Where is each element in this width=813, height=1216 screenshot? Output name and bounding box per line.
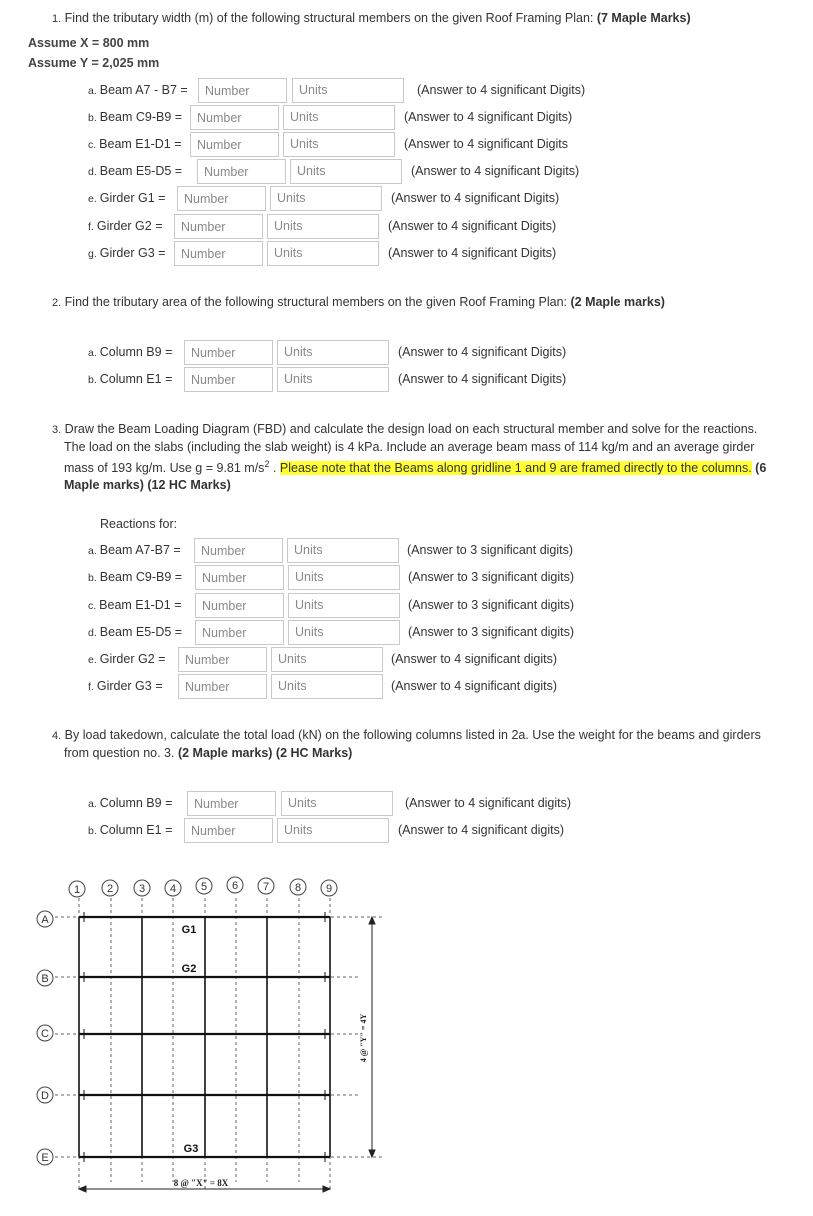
- q4-b-units-select[interactable]: Units: [277, 818, 389, 843]
- q1-a-number-input[interactable]: [198, 78, 287, 103]
- grid-col-1: 1: [73, 884, 81, 896]
- q3-b-number-input[interactable]: [195, 565, 284, 590]
- grid-col-4: 4: [169, 883, 177, 895]
- q3-b-label: b. Beam C9-B9 =: [88, 570, 183, 584]
- q2-a-note: (Answer to 4 significant Digits): [398, 345, 567, 359]
- q3-f-units-select[interactable]: Units: [271, 674, 383, 699]
- q1-f-label: f. Girder G2 =: [88, 219, 163, 233]
- q2-b-note: (Answer to 4 significant Digits): [398, 372, 567, 386]
- question-4-prompt: 4. By load takedown, calculate the total load (kN) on the following columns listed in 2a. Use the weight for the beams and girders from question no. 3. (2 Maple marks) (2 HC Marks): [52, 728, 761, 760]
- grid-col-2: 2: [106, 883, 114, 895]
- q3-d-units-select[interactable]: Units: [288, 620, 400, 645]
- q1-d-number-input[interactable]: [197, 159, 286, 184]
- girder-g3-label: G3: [183, 1143, 199, 1155]
- q1-a-note: (Answer to 4 significant Digits): [417, 83, 586, 97]
- q2-a-number-input[interactable]: [184, 340, 273, 365]
- q1-d-units-select[interactable]: Units: [290, 159, 402, 184]
- q1-c-label: c. Beam E1-D1 =: [88, 137, 182, 151]
- q1-c-note: (Answer to 4 significant Digits: [404, 137, 568, 151]
- q3-f-number-input[interactable]: [178, 674, 267, 699]
- q1-b-note: (Answer to 4 significant Digits): [404, 110, 573, 124]
- q3-a-number-input[interactable]: [194, 538, 283, 563]
- highlighted-note: Please note that the Beams along gridline 1 and 9 are framed directly to the columns.: [279, 461, 752, 476]
- q3-a-note: (Answer to 3 significant digits): [407, 543, 574, 557]
- q2-b-units-select[interactable]: Units: [277, 367, 389, 392]
- q1-c-number-input[interactable]: [190, 132, 279, 157]
- q3-b-units-select[interactable]: Units: [288, 565, 400, 590]
- q1-b-label: b. Beam C9-B9 =: [88, 110, 183, 124]
- q3-e-label: e. Girder G2 =: [88, 652, 166, 666]
- grid-row-b: B: [41, 973, 49, 985]
- q3-c-label: c. Beam E1-D1 =: [88, 598, 182, 612]
- q4-a-note: (Answer to 4 significant digits): [405, 796, 572, 810]
- grid-col-5: 5: [200, 881, 208, 893]
- q1-e-note: (Answer to 4 significant Digits): [391, 191, 560, 205]
- q3-f-label: f. Girder G3 =: [88, 679, 163, 693]
- q2-b-label: b. Column E1 =: [88, 372, 173, 386]
- q1-g-label: g. Girder G3 =: [88, 246, 166, 260]
- q1-c-units-select[interactable]: Units: [283, 132, 395, 157]
- q1-a-units-select[interactable]: Units: [292, 78, 404, 103]
- assume-x: Assume X = 800 mm: [28, 36, 150, 50]
- q3-a-label: a. Beam A7-B7 =: [88, 543, 181, 557]
- q4-b-note: (Answer to 4 significant digits): [398, 823, 565, 837]
- q4-a-label: a. Column B9 =: [88, 796, 173, 810]
- q1-f-number-input[interactable]: [174, 214, 263, 239]
- q1-e-label: e. Girder G1 =: [88, 191, 166, 205]
- reactions-for-label: Reactions for:: [100, 517, 178, 531]
- girder-g2-label: G2: [181, 963, 197, 975]
- y-dimension-label: 4 @ "Y" = 4Y: [359, 1013, 368, 1063]
- grid-col-9: 9: [325, 883, 333, 895]
- x-dimension-label: 8 @ "X" = 8X: [173, 1178, 229, 1188]
- q3-a-units-select[interactable]: Units: [287, 538, 399, 563]
- q1-b-units-select[interactable]: Units: [283, 105, 395, 130]
- q3-b-note: (Answer to 3 significant digits): [408, 570, 575, 584]
- grid-col-7: 7: [262, 881, 270, 893]
- q3-c-units-select[interactable]: Units: [288, 593, 400, 618]
- q1-a-label: a. Beam A7 - B7 =: [88, 83, 188, 97]
- q1-f-units-select[interactable]: Units: [267, 214, 379, 239]
- q2-a-label: a. Column B9 =: [88, 345, 173, 359]
- grid-row-c: C: [41, 1028, 49, 1040]
- question-1-prompt: 1. Find the tributary width (m) of the following structural members on the given Roof Framing Plan: (7 Maple Marks): [52, 11, 691, 25]
- q3-d-note: (Answer to 3 significant digits): [408, 625, 575, 639]
- q4-b-label: b. Column E1 =: [88, 823, 173, 837]
- assume-y: Assume Y = 2,025 mm: [28, 56, 160, 70]
- q1-d-note: (Answer to 4 significant Digits): [411, 164, 580, 178]
- q4-b-number-input[interactable]: [184, 818, 273, 843]
- grid-col-8: 8: [294, 882, 302, 894]
- roof-framing-plan: [0, 860, 420, 1216]
- q1-d-label: d. Beam E5-D5 =: [88, 164, 183, 178]
- q3-e-units-select[interactable]: Units: [271, 647, 383, 672]
- q4-a-number-input[interactable]: [187, 791, 276, 816]
- grid-col-6: 6: [231, 880, 239, 892]
- q1-g-note: (Answer to 4 significant Digits): [388, 246, 557, 260]
- grid-row-d: D: [41, 1090, 49, 1102]
- q3-d-number-input[interactable]: [195, 620, 284, 645]
- q1-g-units-select[interactable]: Units: [267, 241, 379, 266]
- q4-a-units-select[interactable]: Units: [281, 791, 393, 816]
- question-2-prompt: 2. Find the tributary area of the following structural members on the given Roof Framing Plan: (2 Maple marks): [52, 295, 665, 309]
- q3-f-note: (Answer to 4 significant digits): [391, 679, 558, 693]
- q3-e-number-input[interactable]: [178, 647, 267, 672]
- q1-e-units-select[interactable]: Units: [270, 186, 382, 211]
- q3-c-number-input[interactable]: [195, 593, 284, 618]
- q1-e-number-input[interactable]: [177, 186, 266, 211]
- q3-e-note: (Answer to 4 significant digits): [391, 652, 558, 666]
- q3-d-label: d. Beam E5-D5 =: [88, 625, 183, 639]
- grid-row-a: A: [41, 914, 49, 926]
- q1-f-note: (Answer to 4 significant Digits): [388, 219, 557, 233]
- q2-b-number-input[interactable]: [184, 367, 273, 392]
- q2-a-units-select[interactable]: Units: [277, 340, 389, 365]
- q1-g-number-input[interactable]: [174, 241, 263, 266]
- grid-row-e: E: [41, 1152, 49, 1164]
- girder-g1-label: G1: [181, 924, 197, 936]
- q3-c-note: (Answer to 3 significant digits): [408, 598, 575, 612]
- question-3-prompt: 3. Draw the Beam Loading Diagram (FBD) and calculate the design load on each structural member and solve for the reactions. The load on the slabs (including the slab weight) is 4 kPa. Include an average beam mass of 114 kg/m and an average girder mass of 193 kg/m. Use g = 9.81 $m/s^2$ . Please note that the Beams along gridline 1 and 9 are framed directly to the columns. (6 Maple marks) (12 HC Marks): [52, 422, 767, 493]
- grid-col-3: 3: [138, 883, 146, 895]
- q1-b-number-input[interactable]: [190, 105, 279, 130]
